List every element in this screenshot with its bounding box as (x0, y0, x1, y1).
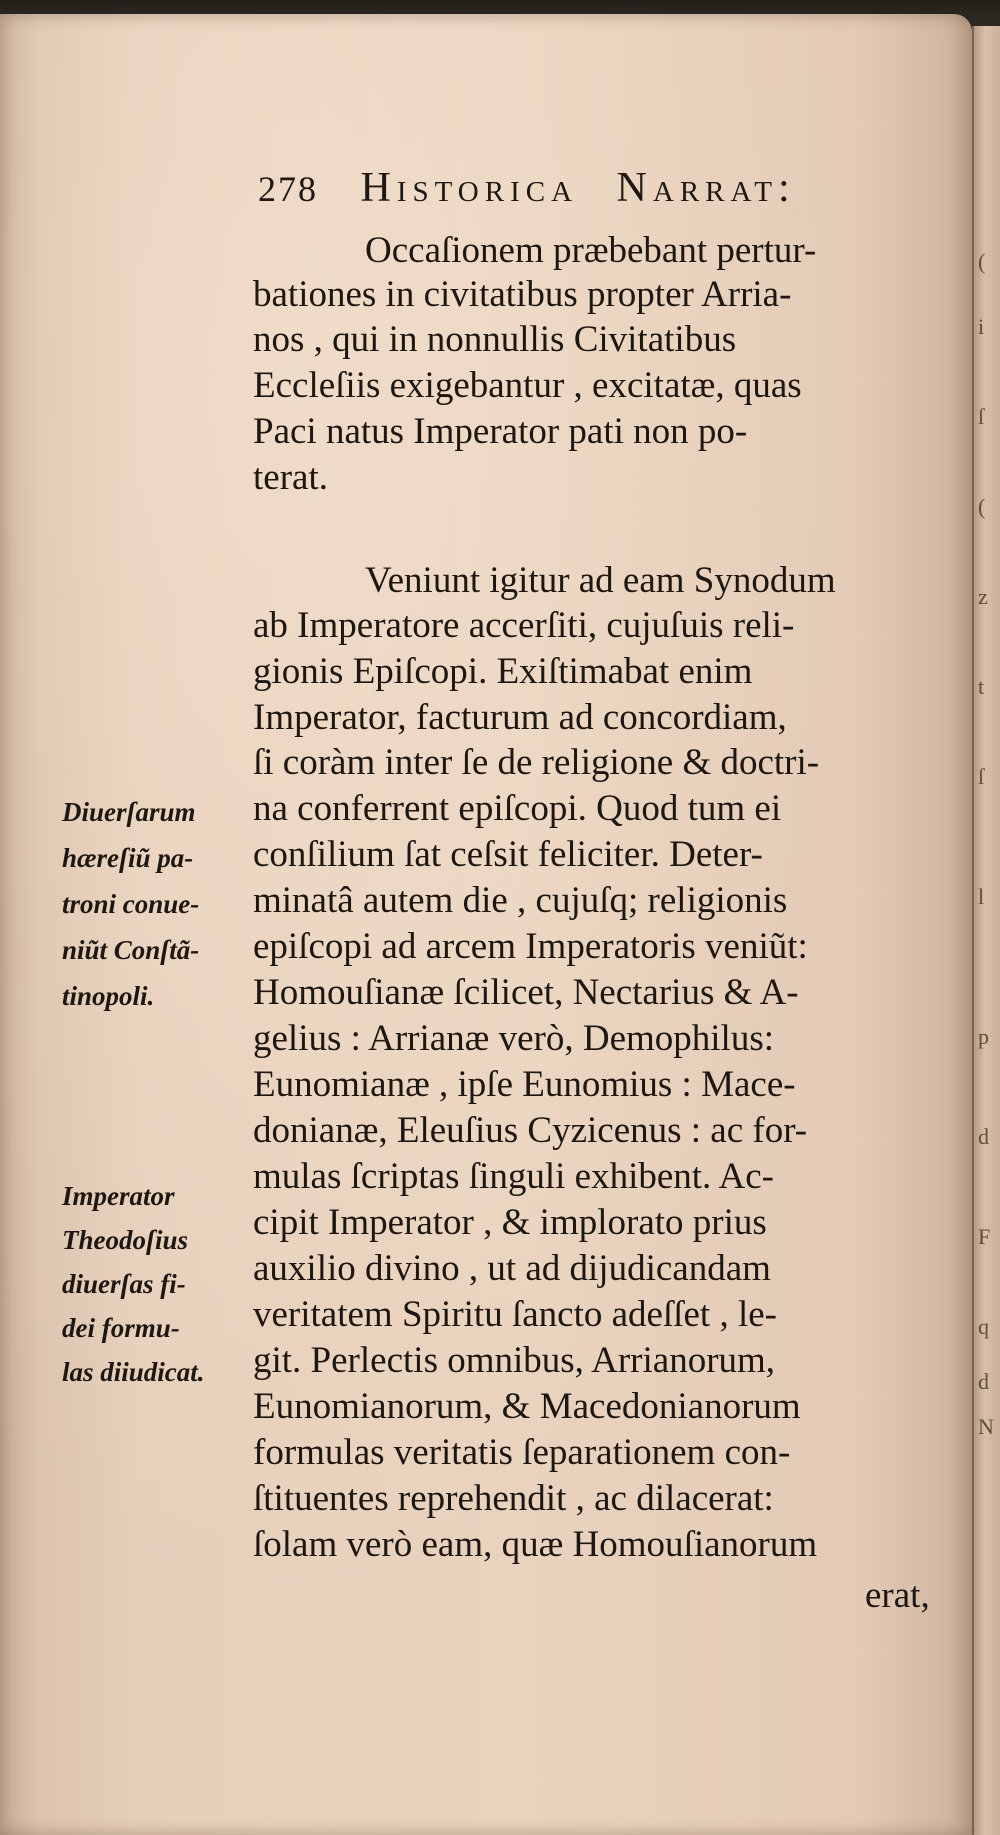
facing-page-fragment: l (978, 884, 985, 909)
text-line: donianæ, Eleuſius Cyzicenus : ac for- (253, 1110, 808, 1151)
text-line: bationes in civitatibus propter Arria- (253, 274, 792, 315)
text-line: auxilio divino , ut ad dijudicandam (253, 1248, 771, 1289)
text-line: veritatem Spiritu ſancto adeſſet , le- (253, 1294, 777, 1335)
text-line: Imperator, facturum ad concordiam, (253, 697, 787, 738)
text-line: Paci natus Imperator pati non po- (253, 411, 748, 452)
text-line: na conferrent epiſcopi. Quod tum ei (253, 788, 782, 829)
marginal-line: niũt Conſtã- (62, 935, 200, 965)
text-line: mulas ſcriptas ſinguli exhibent. Ac- (253, 1156, 774, 1197)
marginal-line: Imperator (62, 1181, 175, 1211)
text-line: ſolam verò eam, quæ Homouſianorum (253, 1524, 818, 1565)
book-page (0, 14, 972, 1835)
text-line: Eunomianorum, & Macedonianorum (253, 1386, 801, 1427)
facing-page-fragment: d (978, 1124, 989, 1149)
marginal-line: tinopoli. (62, 981, 155, 1011)
facing-page-fragment: q (978, 1314, 989, 1339)
facing-page-fragment: t (978, 674, 985, 699)
text-line: Occaſionem præbebant pertur- (365, 230, 817, 271)
text-line: gelius : Arrianæ verò, Demophilus: (253, 1018, 775, 1059)
running-title-word-1: Historica (360, 165, 579, 211)
text-line: ſtituentes reprehendit , ac dilacerat: (253, 1478, 774, 1519)
text-line: conſilium ſat ceſsit feliciter. Deter- (253, 834, 763, 875)
text-line: Eccleſiis exigebantur , excitatæ, quas (253, 365, 802, 406)
text-line: minatâ autem die , cujuſq; religionis (253, 880, 788, 921)
running-header (258, 164, 958, 234)
facing-page-fragment: z (978, 584, 988, 609)
text-line: cipit Imperator , & implorato prius (253, 1202, 767, 1243)
text-line: nos , qui in nonnullis Civitatibus (253, 319, 737, 360)
facing-page-fragment: F (978, 1224, 991, 1249)
text-line: epiſcopi ad arcem Imperatoris veniũt: (253, 926, 808, 967)
text-line: Eunomianæ , ipſe Eunomius : Mace- (253, 1064, 796, 1105)
text-line: Homouſianæ ſcilicet, Nectarius & A- (253, 972, 799, 1013)
marginal-line: troni conue- (62, 889, 200, 919)
text-line: formulas veritatis ſeparationem con- (253, 1432, 791, 1473)
marginal-line: diuerſas fi- (62, 1269, 186, 1299)
facing-page-fragment: ſ (978, 404, 985, 429)
catchword: erat, (865, 1575, 930, 1616)
marginal-line: Diuerſarum (62, 797, 196, 827)
text-line: ſi coràm inter ſe de religione & doctri- (253, 742, 820, 783)
running-title-word-2: Narrat: (616, 165, 796, 211)
marginal-line: las diiudicat. (62, 1357, 205, 1387)
page-number: 278 (258, 169, 318, 209)
text-line: git. Perlectis omnibus, Arrianorum, (253, 1340, 776, 1381)
facing-page-fragment: ( (978, 249, 986, 274)
marginal-line: Theodoſius (62, 1225, 189, 1255)
facing-page-edge (972, 26, 1000, 1835)
text-line: terat. (253, 457, 328, 498)
facing-page-fragment: p (978, 1024, 989, 1049)
text-line: gionis Epiſcopi. Exiſtimabat enim (253, 651, 753, 692)
facing-page-fragment: ( (978, 494, 986, 519)
facing-page-fragment: d (978, 1369, 989, 1394)
facing-page-fragment: ſ (978, 764, 985, 789)
text-line: Veniunt igitur ad eam Synodum (365, 560, 836, 601)
facing-page-fragment: N (978, 1414, 994, 1439)
marginal-line: hæreſiũ pa- (62, 843, 194, 873)
marginal-line: dei formu- (62, 1313, 180, 1343)
facing-page-fragment: i (978, 314, 985, 339)
text-line: ab Imperatore accerſiti, cujuſuis reli- (253, 605, 795, 646)
